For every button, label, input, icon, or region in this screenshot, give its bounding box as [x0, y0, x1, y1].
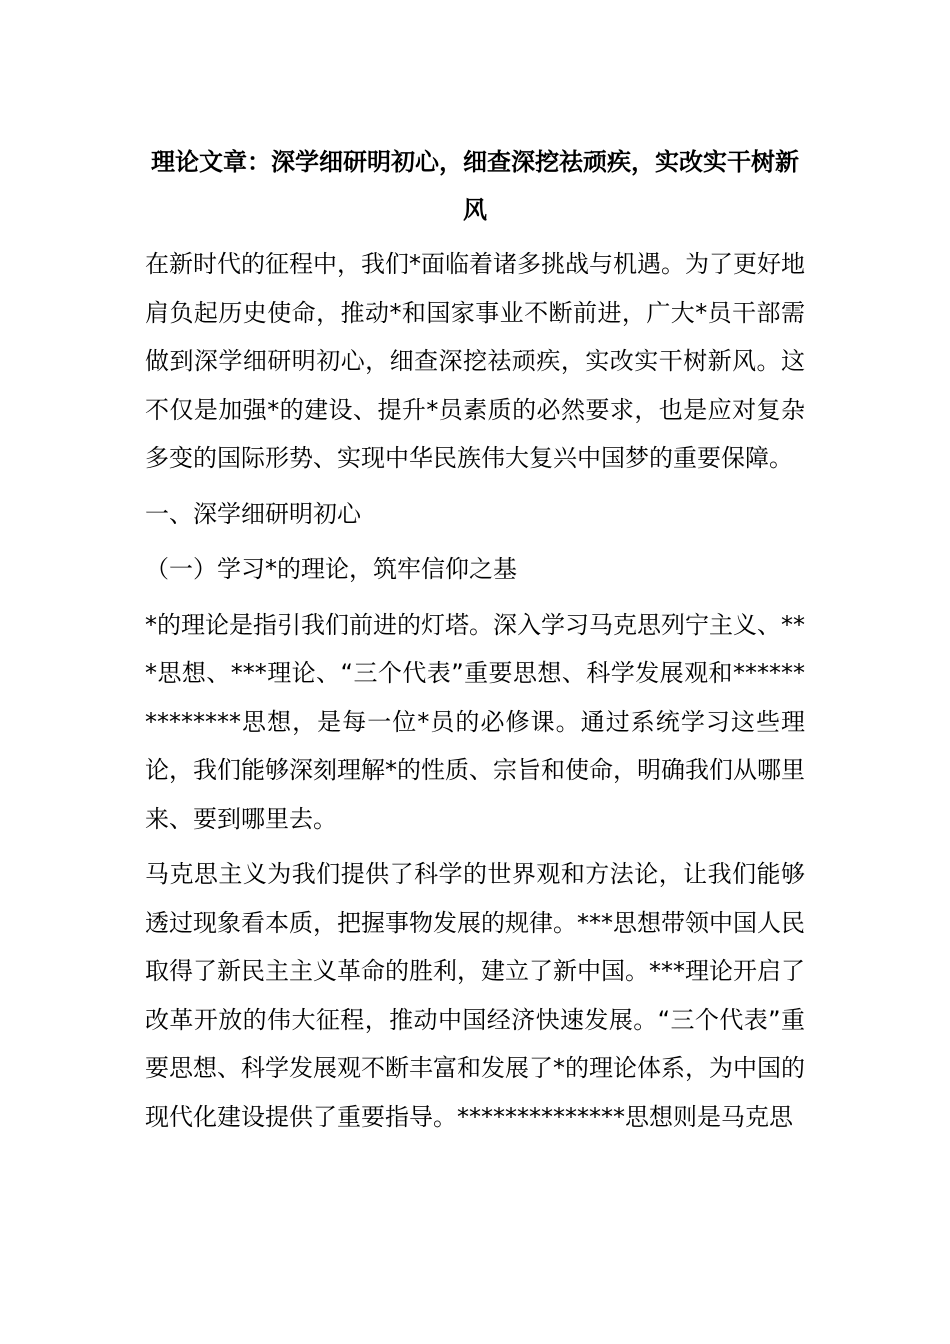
document-body — [145, 240, 805, 1148]
intro-paragraph: 在新时代的征程中，我们*面临着诸多挑战与机遇。为了更好地肩负起历史使命，推动*和国家事业不断前进，广大*员干部需做到深学细研明初心，细查深挖祛顽疾，实改实干树新风。这不仅是加强*的建设、提升*员素质的必然要求，也是应对复杂多变的国际形势、实现中华民族伟大复兴中国梦的重要保障。 — [145, 250, 805, 472]
document-title: 理论文章：深学细研明初心，细查深挖祛顽疾，实改实干树新风 — [151, 148, 799, 224]
section-heading: 一、深学细研明初心 — [145, 499, 361, 528]
body-paragraph-marxism: 马克思主义为我们提供了科学的世界观和方法论，让我们能够透过现象看本质，把握事物发展的规律。***思想带领中国人民取得了新民主主义革命的胜利，建立了新中国。***理论开启了改革开放的伟大征程，推动中国经济快速发展。“三个代表”重要思想、科学发展观不断丰富和发展了*的理论体系，为中国的现代化建设提供了重要指导。**************思想则是马克思 — [145, 860, 805, 1131]
body-paragraph-theory: *的理论是指引我们前进的灯塔。深入学习马克思列宁主义、***思想、***理论、“三个代表”重要思想、科学发展观和**************思想，是每一位*员的必修课。通过系统学习这些理论，我们能够深刻理解*的性质、宗旨和使命，明确我们从哪里来、要到哪里去。 — [145, 610, 805, 833]
subsection-heading: （一）学习*的理论，筑牢信仰之基 — [145, 555, 517, 583]
